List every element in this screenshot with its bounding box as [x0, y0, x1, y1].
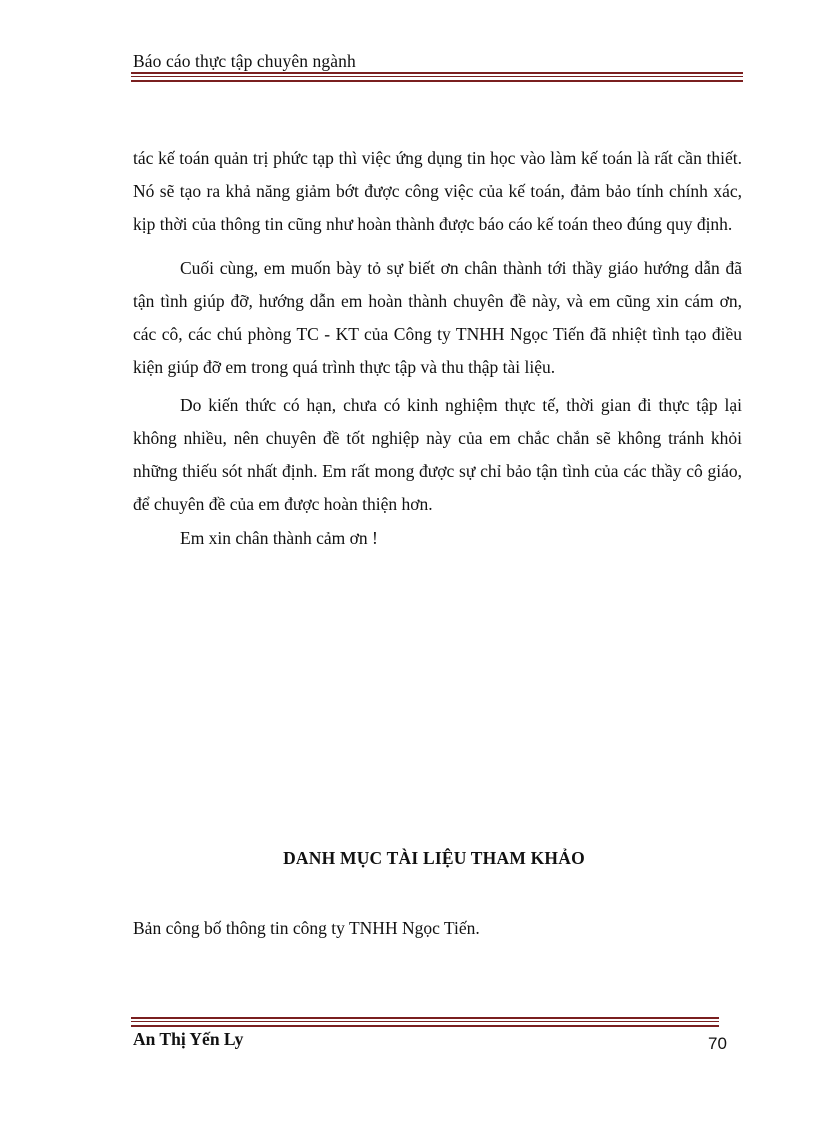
header-title: Báo cáo thực tập chuyên ngành	[133, 51, 356, 71]
footer-author: An Thị Yến Ly	[133, 1029, 244, 1049]
closing-line: Em xin chân thành cảm ơn !	[180, 528, 378, 548]
reference-item: Bản công bố thông tin công ty TNHH Ngọc Tiến.	[133, 918, 480, 938]
header-rule	[131, 72, 743, 74]
body-paragraph: Do kiến thức có hạn, chưa có kinh nghiệm thực tế, thời gian đi thực tập lại không nhiều, nên chuyên đề tốt nghiệp này của em chắc chắn sẽ không tránh khỏi những thiếu sót nhất định. Em rất mong được sự chỉ bảo tận tình của các thầy cô giáo, để chuyên đề của em được hoàn thiện hơn.	[133, 395, 742, 514]
header-rule	[131, 76, 743, 77]
footer-rule	[131, 1021, 719, 1022]
body-paragraph: tác kế toán quản trị phức tạp thì việc ứng dụng tin học vào làm kế toán là rất cần thiết. Nó sẽ tạo ra khả năng giảm bớt được công việc của kế toán, đảm bảo tính chính xác, kịp thời của thông tin cũng như hoàn thành được báo cáo kế toán theo đúng quy định.	[133, 148, 742, 234]
footer-rule	[131, 1017, 719, 1019]
page-number: 70	[708, 1034, 727, 1053]
header-rule	[131, 80, 743, 82]
body-paragraph: Cuối cùng, em muốn bày tỏ sự biết ơn chân thành tới thầy giáo hướng dẫn đã tận tình giúp đỡ, hướng dẫn em hoàn thành chuyên đề này, và em cũng xin cám ơn, các cô, các chú phòng TC - KT của Công ty TNHH Ngọc Tiến đã nhiệt tình tạo điều kiện giúp đỡ em trong quá trình thực tập và thu thập tài liệu.	[133, 258, 742, 377]
footer-rule	[131, 1025, 719, 1027]
references-heading: DANH MỤC TÀI LIỆU THAM KHẢO	[283, 848, 585, 868]
